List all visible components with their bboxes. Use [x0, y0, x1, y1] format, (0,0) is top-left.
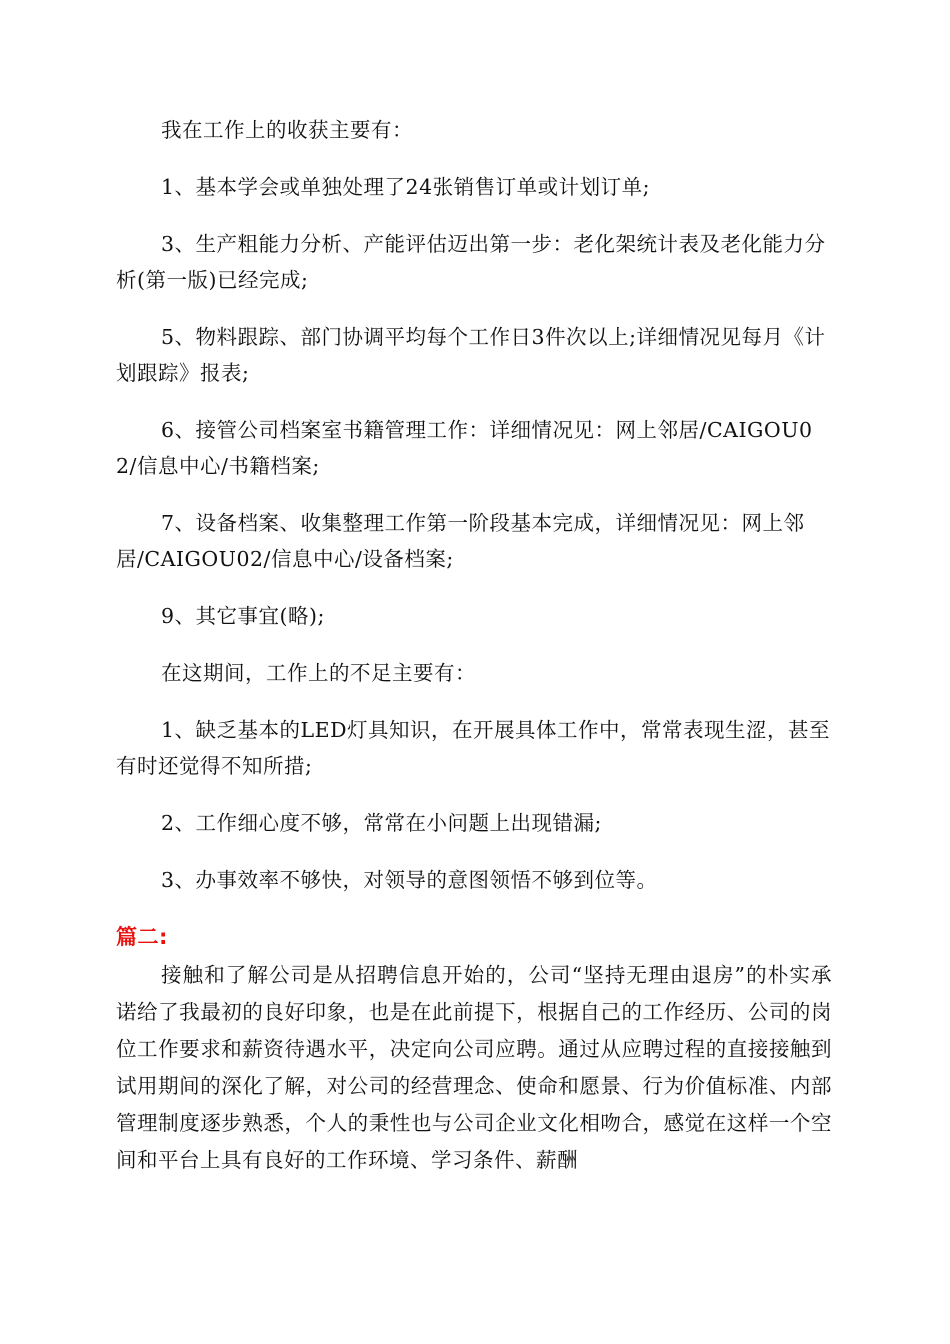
- section-heading: 篇二:: [116, 925, 168, 949]
- paragraph-gain-9: 9、其它事宜(略);: [161, 604, 325, 628]
- paragraph-shortcoming-3: 3、办事效率不够快，对领导的意图领悟不够到位等。: [161, 868, 658, 892]
- paragraph-gain-7: 7、设备档案、收集整理工作第一阶段基本完成，详细情况见：网上邻居/CAIGOU02/信息中心/设备档案;: [116, 511, 805, 571]
- paragraph-gain-5: 5、物料跟踪、部门协调平均每个工作日3件次以上;详细情况见每月《计划跟踪》报表;: [116, 325, 826, 385]
- paragraph-shortcoming-1: 1、缺乏基本的LED灯具知识，在开展具体工作中，常常表现生涩，甚至有时还觉得不知所措;: [116, 718, 831, 778]
- paragraph-shortcoming-2: 2、工作细心度不够，常常在小问题上出现错漏;: [161, 811, 602, 835]
- paragraph-gains-intro: 我在工作上的收获主要有：: [161, 118, 413, 142]
- paragraph-gain-1: 1、基本学会或单独处理了24张销售订单或计划订单;: [161, 175, 651, 199]
- section-body: 接触和了解公司是从招聘信息开始的，公司“坚持无理由退房”的朴实承诺给了我最初的良好印象，也是在此前提下，根据自己的工作经历、公司的岗位工作要求和薪资待遇水平，决定向公司应聘。通过从应聘过程的直接接触到试用期间的深化了解，对公司的经营理念、使命和愿景、行为价值标准、内部管理制度逐步熟悉，个人的秉性也与公司企业文化相吻合，感觉在这样一个空间和平台上具有良好的工作环境、学习条件、薪酬: [116, 963, 832, 1172]
- paragraph-gain-6: 6、接管公司档案室书籍管理工作：详细情况见：网上邻居/CAIGOU02/信息中心/书籍档案;: [116, 418, 813, 478]
- paragraph-shortcomings-intro: 在这期间，工作上的不足主要有：: [161, 661, 476, 685]
- paragraph-gain-3: 3、生产粗能力分析、产能评估迈出第一步：老化架统计表及老化能力分析(第一版)已经完成;: [116, 232, 826, 292]
- document-content: [116, 112, 832, 1179]
